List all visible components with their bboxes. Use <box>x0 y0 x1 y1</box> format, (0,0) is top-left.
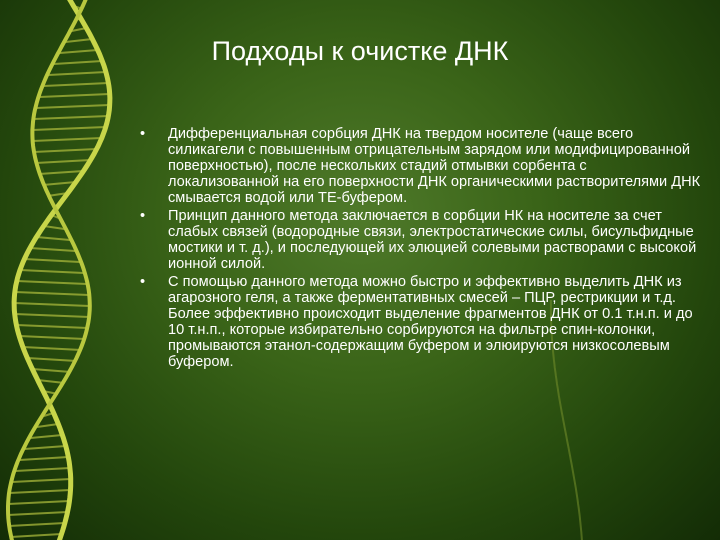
slide-title: Подходы к очистке ДНК <box>211 36 509 66</box>
helix-rung <box>36 160 91 163</box>
helix-rung <box>49 72 106 75</box>
bullet-item <box>136 274 701 370</box>
helix-rung <box>8 501 69 504</box>
helix-rung <box>15 314 90 317</box>
helix-rung <box>16 325 88 328</box>
helix-rung <box>23 347 81 350</box>
helix-rung <box>32 369 71 372</box>
bullet-item <box>136 208 701 272</box>
helix-rung <box>19 336 85 339</box>
helix-rung <box>36 105 110 108</box>
helix-rung <box>33 138 102 141</box>
helix-rung <box>9 523 65 526</box>
helix-rung <box>11 534 62 537</box>
helix-rung <box>37 237 70 240</box>
helix-rung <box>37 424 58 427</box>
helix-rung <box>14 303 90 306</box>
helix-rungs <box>8 6 110 537</box>
helix-rung <box>15 292 89 295</box>
bullet-text: С помощью данного метода можно быстро и эффективно выделить ДНК из агарозного геля, а также ферментативных смесей – ПЦР, рестрикции и т.д. Более эффективно происходит выделение фрагментов ДНК от 0.1 т.н.п. и до 10 т.н.п., которые избирательно сорбируются на фильтре спин-колонки, промываются этанол-содержащим буфером и элюируются низкосолевым буфером. <box>168 274 693 370</box>
helix-rung <box>34 149 97 152</box>
bullet-text: Дифференциальная сорбция ДНК на твердом носителе (чаще всего силикагели с повышенным отрицательным зарядом или модифицированной поверхностью), после нескольких стадий отмывки сорбента с локализованной на его поверхности ДНК органическими растворителями ДНК смывается водой или ТЕ-буфером. <box>168 126 701 206</box>
helix-rung <box>15 468 70 471</box>
helix-rung <box>43 182 76 185</box>
helix-rung <box>34 116 109 119</box>
helix-rung <box>33 127 106 130</box>
bullet-list <box>136 126 701 372</box>
helix-rung <box>8 512 68 515</box>
helix-rung <box>39 94 109 97</box>
helix-rung <box>44 226 65 229</box>
helix-rung <box>20 270 84 273</box>
helix-rung <box>31 435 63 438</box>
helix-rung <box>27 358 76 361</box>
bullet-marker: • <box>140 274 146 290</box>
helix-rung <box>17 281 87 284</box>
helix-rung <box>44 83 109 86</box>
helix-rung <box>20 457 69 460</box>
bullet-marker: • <box>140 208 146 224</box>
helix-rung <box>25 446 66 449</box>
helix-rung <box>12 479 71 482</box>
helix-rung <box>10 490 71 493</box>
helix-rung <box>39 171 84 174</box>
helix-rung <box>30 248 75 251</box>
bullet-item <box>136 126 701 206</box>
helix-rung <box>24 259 80 262</box>
bullet-marker: • <box>140 126 146 142</box>
bullet-text: Принцип данного метода заключается в сорбции НК на носителе за счет слабых связей (водородные связи, электростатические силы, бисульфидные мостики и т. д.), и последующей их элюцией солевыми растворами с высокой ионной силой. <box>168 208 697 272</box>
